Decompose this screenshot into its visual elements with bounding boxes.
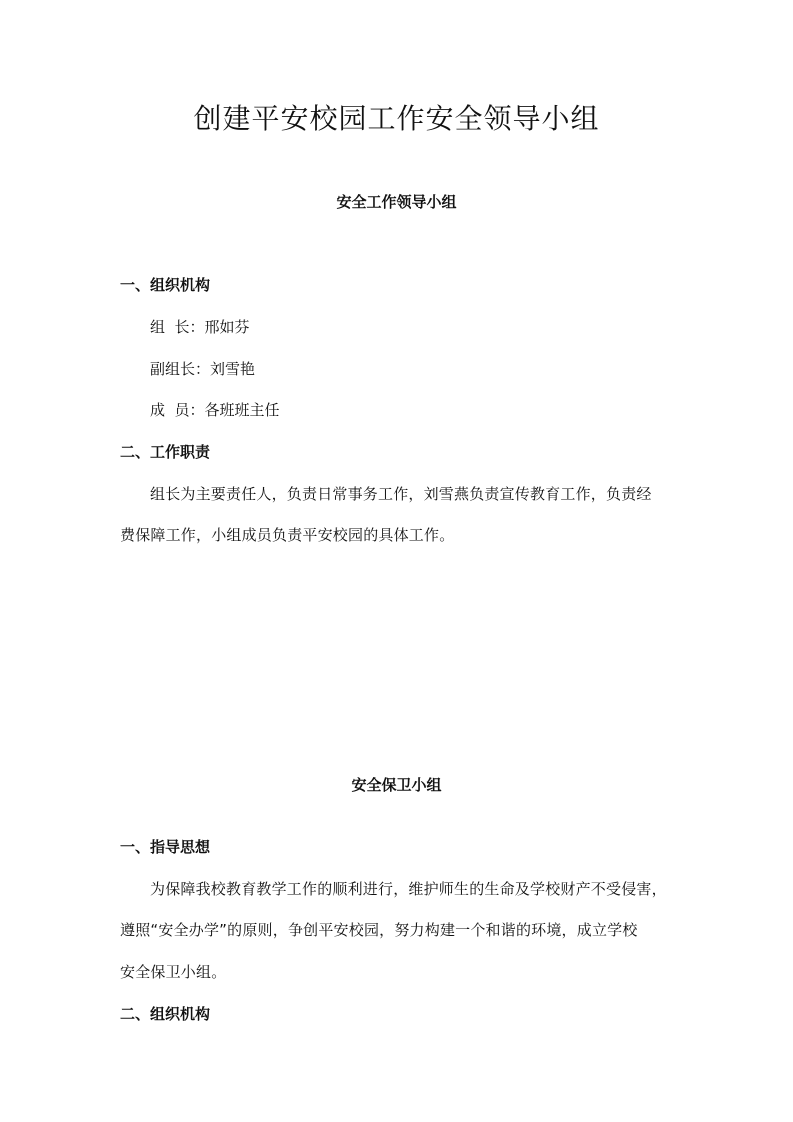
duty-paragraph-line: 组长为主要责任人，负责日常事务工作，刘雪燕负责宣传教育工作，负责经 [150, 485, 652, 503]
member-line-leader: 组 长：邢如芬 [150, 318, 250, 336]
member-line-deputy: 副组长：刘雪艳 [150, 360, 256, 378]
heading-duties: 二、工作职责 [120, 443, 211, 461]
section-title-leadership: 安全工作领导小组 [336, 193, 457, 211]
heading-organization-2: 二、组织机构 [120, 1005, 211, 1023]
guide-paragraph-line: 安全保卫小组。 [120, 963, 227, 981]
guide-paragraph-line: 遵照“安全办学”的原则，争创平安校园，努力构建一个和谐的环境，成立学校 [120, 921, 638, 939]
document-title: 创建平安校园工作安全领导小组 [193, 102, 600, 135]
section-title-security: 安全保卫小组 [351, 776, 442, 794]
duty-paragraph-line: 费保障工作，小组成员负责平安校园的具体工作。 [120, 526, 455, 544]
guide-paragraph-line: 为保障我校教育教学工作的顺利进行，维护师生的生命及学校财产不受侵害， [150, 880, 667, 898]
heading-guiding-thought: 一、指导思想 [120, 838, 211, 856]
member-line-members: 成 员：各班班主任 [150, 401, 280, 419]
heading-organization: 一、组织机构 [120, 276, 211, 294]
